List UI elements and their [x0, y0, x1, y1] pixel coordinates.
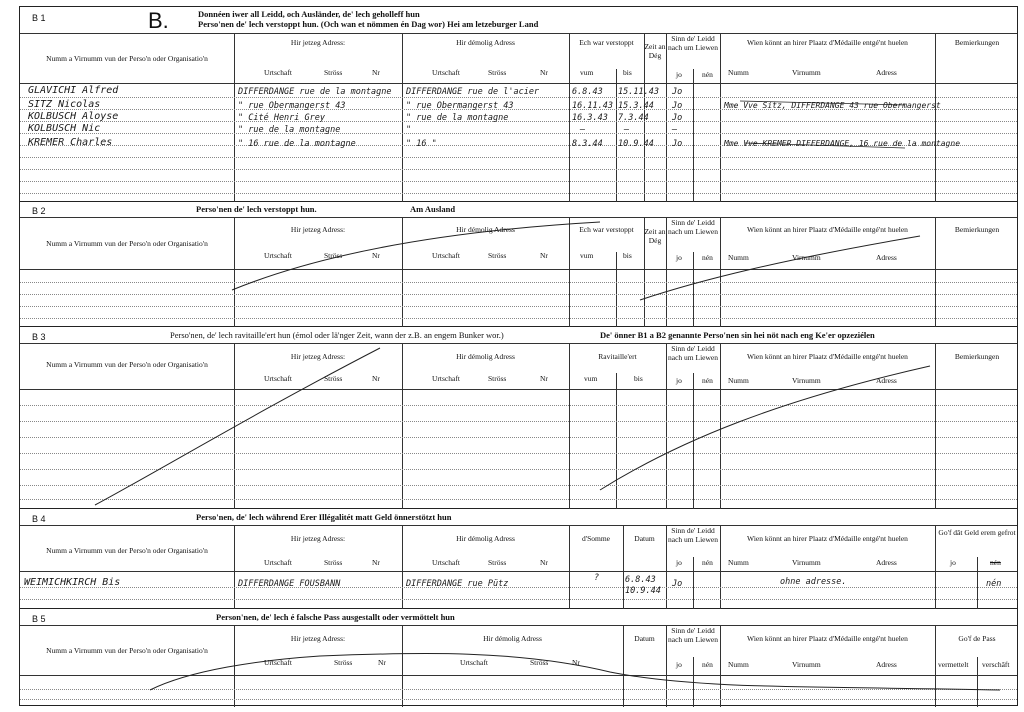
row-jo: Jo	[672, 113, 683, 123]
row-vum: —	[580, 125, 586, 135]
section-subtitle: Am Ausland	[410, 204, 456, 214]
header-adress: Adress	[876, 253, 897, 262]
row-name: KOLBUSCH Aloyse	[28, 111, 119, 122]
section-title: Person'nen, de' lech é falsche Pass ausgestallt oder vermöttelt hun	[216, 612, 455, 622]
section-b5	[20, 609, 1017, 707]
header-numm: Numm	[728, 558, 749, 567]
row-bis: 15.3.44	[618, 101, 654, 111]
section-b2	[20, 202, 1017, 327]
header-adress: Adress	[876, 558, 897, 567]
header-nr: Nr	[372, 374, 380, 383]
header-virnumm: Virnumm	[792, 376, 821, 385]
header-numm: Numm	[728, 253, 749, 262]
header-jo: jo	[950, 558, 956, 567]
header-numm: Numm	[728, 376, 749, 385]
section-code: B 4	[32, 514, 46, 524]
header-urtschaft: Urtschaft	[460, 658, 488, 667]
header-urtschaft: Urtschaft	[432, 251, 460, 260]
header-name: Numm a Virnumm vun der Perso'n oder Organisatio'n	[46, 646, 208, 655]
header-nen: nén	[702, 558, 713, 567]
row-jo: Jo	[672, 139, 683, 149]
section-b3	[20, 327, 1017, 509]
row-current-address: " rue de la montagne	[238, 125, 341, 135]
header-gof-pass: Go'f de Pass	[958, 634, 996, 643]
header-datum: Datum	[634, 634, 655, 643]
header-name: Numm a Virnumm vun der Perso'n oder Organisatio'n	[46, 54, 208, 63]
header-stross: Ströss	[324, 558, 343, 567]
header-sinn: Sinn de' Leidd nach um Liewen	[668, 626, 718, 644]
header-medal: Wien könnt an hirer Plaatz d'Médaille entgé'nt huelen	[747, 634, 908, 643]
header-verschaft: verschâft	[982, 660, 1010, 669]
header-former-address: Hir démolig Adress	[456, 534, 515, 543]
header-current-address: Hir jetzeg Adress:	[290, 634, 346, 643]
header-nr: Nr	[540, 68, 548, 77]
section-subtitle: De' önner B1 a B2 genannte Perso'nen sin hei nöt nach eng Ke'er opzeziélen	[600, 330, 875, 340]
header-adress: Adress	[876, 376, 897, 385]
row-vum: 16.3.43	[572, 113, 608, 123]
row-former-address: " rue Obermangerst 43	[406, 101, 514, 111]
header-nr: Nr	[540, 374, 548, 383]
row-former-address: DIFFERDANGE rue de l'acier	[406, 87, 540, 97]
row-nen: nén	[986, 579, 1002, 589]
header-urtschaft: Urtschaft	[264, 251, 292, 260]
header-bis: bis	[623, 251, 632, 260]
header-name: Numm a Virnumm vun der Perso'n oder Organisatio'n	[46, 546, 208, 555]
header-stross: Ströss	[324, 374, 343, 383]
row-name: WEIMICHKIRCH Bis	[24, 577, 121, 588]
header-hidden: Ech war verstoppt	[579, 225, 634, 234]
row-name: KOLBUSCH Nic	[28, 123, 101, 134]
header-nr: Nr	[372, 68, 380, 77]
header-former-address: Hir démolig Adress	[483, 634, 542, 643]
header-former-address: Hir démolig Adress	[456, 225, 515, 234]
row-name: SITZ Nicolas	[28, 99, 101, 110]
header-urtschaft: Urtschaft	[264, 558, 292, 567]
header-nr: Nr	[540, 558, 548, 567]
header-stross: Ströss	[530, 658, 549, 667]
header-sinn: Sinn de' Leidd nach um Liewen	[668, 34, 718, 52]
section-title: Perso'nen, de' lech während Erer Illégalitét matt Geld önnerstötzt hun	[196, 512, 452, 522]
section-b4	[20, 509, 1017, 609]
header-medal: Wien könnt an hirer Plaatz d'Médaille entgé'nt huelen	[747, 534, 908, 543]
row-medal: Mme Vve KREMER DIFFERDANGE, 16 rue de la montagne	[724, 139, 961, 148]
header-current-address: Hir jetzeg Adress:	[290, 38, 346, 47]
header-somme: d'Somme	[581, 534, 611, 543]
header-former-address: Hir démolig Adress	[456, 352, 515, 361]
row-somme: ?	[594, 573, 600, 583]
row-vum: 6.8.43	[572, 87, 603, 97]
header-sinn: Sinn de' Leidd nach um Liewen	[668, 526, 718, 544]
header-stross: Ströss	[488, 251, 507, 260]
header-nr: Nr	[378, 658, 386, 667]
header-datum: Datum	[634, 534, 655, 543]
header-stross: Ströss	[488, 558, 507, 567]
header-virnumm: Virnumm	[792, 558, 821, 567]
header-nr: Nr	[372, 251, 380, 260]
header-adress: Adress	[876, 68, 897, 77]
header-name: Numm a Virnumm vun der Perso'n oder Organisatio'n	[46, 360, 208, 369]
header-bis: bis	[634, 374, 643, 383]
header-sinn: Sinn de' Leidd nach um Liewen	[668, 218, 718, 236]
header-medal: Wien könnt an hirer Plaatz d'Médaille entgé'nt huelen	[747, 225, 908, 234]
section-title: Perso'nen de' lech verstoppt hun.	[196, 204, 317, 214]
header-medal: Wien könnt an hirer Plaatz d'Médaille entgé'nt huelen	[747, 38, 908, 47]
header-zeit: Zeit an Dég	[644, 42, 666, 60]
header-nen: nén	[702, 70, 713, 79]
header-virnumm: Virnumm	[792, 68, 821, 77]
header-medal: Wien könnt an hirer Plaatz d'Médaille entgé'nt huelen	[747, 352, 908, 361]
header-name: Numm a Virnumm vun der Perso'n oder Organisatio'n	[46, 239, 208, 248]
header-former-address: Hir démolig Adress	[456, 38, 515, 47]
header-ravitailleert: Ravitaille'ert	[598, 352, 637, 361]
header-nen: nén	[702, 660, 713, 669]
row-former-address: DIFFERDANGE rue Pütz	[406, 579, 509, 589]
header-stross: Ströss	[324, 251, 343, 260]
header-urtschaft: Urtschaft	[432, 374, 460, 383]
header-virnumm: Virnumm	[792, 660, 821, 669]
row-bis: 10.9.44	[618, 139, 654, 149]
header-nr: Nr	[540, 251, 548, 260]
header-urtschaft: Urtschaft	[264, 374, 292, 383]
header-urtschaft: Urtschaft	[432, 68, 460, 77]
row-current-address: " Cité Henri Grey	[238, 113, 325, 123]
row-medal: Mme Vve Sitz, DIFFERDANGE 43 rue Obermangerst	[724, 101, 941, 110]
row-jo: Jo	[672, 101, 683, 111]
header-stross: Ströss	[334, 658, 353, 667]
row-datum: 6.8.43 10.9.44	[625, 575, 661, 596]
header-sinn: Sinn de' Leidd nach um Liewen	[668, 344, 718, 362]
header-adress: Adress	[876, 660, 897, 669]
row-jo: Jo	[672, 87, 683, 97]
row-current-address: DIFFERDANGE FOUSBANN	[238, 579, 341, 589]
row-name: GLAVICHI Alfred	[28, 85, 119, 96]
header-remarks: Bemierkungen	[954, 352, 1000, 361]
header-vum: vum	[584, 374, 598, 383]
header-zeit: Zeit an Dég	[644, 227, 666, 245]
header-urtschaft: Urtschaft	[264, 68, 292, 77]
header-nr: Nr	[572, 658, 580, 667]
header-virnumm: Virnumm	[792, 253, 821, 262]
section-code: B 2	[32, 206, 46, 216]
row-former-address: "	[406, 125, 412, 135]
header-jo: jo	[676, 660, 682, 669]
header-urtschaft: Urtschaft	[432, 558, 460, 567]
header-jo: jo	[676, 558, 682, 567]
header-current-address: Hir jetzeg Adress:	[290, 225, 346, 234]
row-former-address: " rue de la montagne	[406, 113, 509, 123]
row-bis: —	[624, 125, 630, 135]
header-jo: jo	[676, 376, 682, 385]
section-letter: B.	[148, 8, 169, 33]
header-stross: Ströss	[488, 68, 507, 77]
header-numm: Numm	[728, 660, 749, 669]
row-bis: 7.3.44	[618, 113, 649, 123]
row-bis: 15.11.43	[618, 87, 659, 97]
row-jo: —	[672, 125, 678, 135]
header-urtschaft: Urtschaft	[264, 658, 292, 667]
row-current-address: " rue Obermangerst 43	[238, 101, 346, 111]
form-sheet	[19, 6, 1018, 706]
header-nr: Nr	[372, 558, 380, 567]
row-current-address: DIFFERDANGE rue de la montagne	[238, 87, 392, 97]
row-jo: Jo	[672, 579, 683, 589]
section-b1	[20, 7, 1017, 202]
row-medal: ohne adresse.	[780, 577, 847, 587]
header-vum: vum	[580, 251, 594, 260]
section-title: Donnéen iwer all Leidd, och Ausländer, de' lech geholleff hun	[198, 9, 420, 19]
header-gof: Go'f dât Geld erem gefrot	[938, 528, 1016, 537]
header-jo: jo	[676, 253, 682, 262]
row-vum: 8.3.44	[572, 139, 603, 149]
section-code: B 3	[32, 332, 46, 342]
section-subtitle: Perso'nen de' lech verstoppt hun. (Och wan et nömmen én Dag wor) Hei am letzeburger Land	[198, 19, 539, 29]
section-code: B 1	[32, 13, 46, 23]
header-bis: bis	[623, 68, 632, 77]
header-remarks: Bemierkungen	[954, 38, 1000, 47]
section-code: B 5	[32, 614, 46, 624]
header-remarks: Bemierkungen	[954, 225, 1000, 234]
header-hidden: Ech war verstoppt	[579, 38, 634, 47]
header-stross: Ströss	[324, 68, 343, 77]
header-jo: jo	[676, 70, 682, 79]
row-former-address: " 16 "	[406, 139, 437, 149]
header-nen: nén	[990, 558, 1001, 567]
header-nen: nén	[702, 376, 713, 385]
row-name: KREMER Charles	[28, 137, 113, 148]
header-vermettelt: vermettelt	[938, 660, 969, 669]
header-numm: Numm	[728, 68, 749, 77]
section-title: Perso'nen, de' lech ravitaille'ert hun (émol oder lä'nger Zeit, wann der z.B. an engem Bunker wor.)	[170, 330, 504, 340]
row-current-address: " 16 rue de la montagne	[238, 139, 356, 149]
header-current-address: Hir jetzeg Adress:	[290, 534, 346, 543]
header-current-address: Hir jetzeg Adress:	[290, 352, 346, 361]
row-vum: 16.11.43	[572, 101, 613, 111]
header-vum: vum	[580, 68, 594, 77]
header-stross: Ströss	[488, 374, 507, 383]
header-nen: nén	[702, 253, 713, 262]
